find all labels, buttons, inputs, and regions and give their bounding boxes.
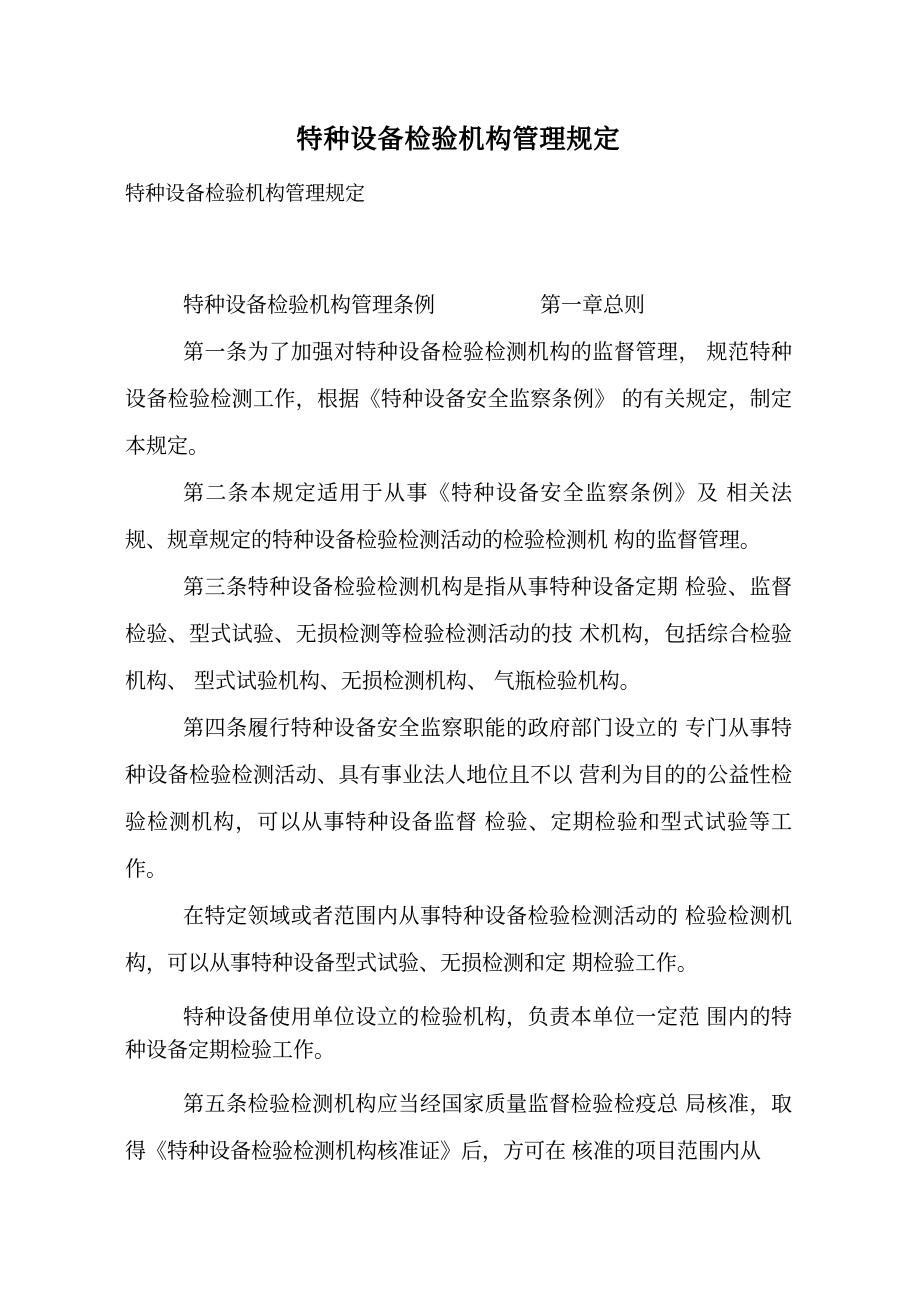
document-body (125, 282, 792, 1175)
paragraph-article-4-continued: 在特定领域或者范围内从事特种设备检验检测活动的 检验检测机构，可以从事特种设备型式试验、无损检测和定 期检验工作。 (125, 905, 792, 975)
paragraph-article-2: 第二条本规定适用于从事《特种设备安全监察条例》及 相关法规、规章规定的特种设备检验检测活动的检验检测机 构的监督管理。 (125, 482, 792, 552)
document-title: 特种设备检验机构管理规定 (296, 124, 621, 154)
document-subtitle: 特种设备检验机构管理规定 (125, 183, 365, 205)
chapter-heading: 特种设备检验机构管理条例 第一章总则 (183, 294, 645, 317)
paragraph-article-1: 第一条为了加强对特种设备检验检测机构的监督管理， 规范特种设备检验检测工作，根据《特种设备安全监察条例》 的有关规定，制定本规定。 (125, 341, 792, 458)
paragraph-article-4: 第四条履行特种设备安全监察职能的政府部门设立的 专门从事特种设备检验检测活动、具有事业法人地位且不以 营利为目的的公益性检验检测机构，可以从事特种设备监督 检验、定期检验和型式试验等工作。 (125, 717, 792, 881)
paragraph-article-3: 第三条特种设备检验检测机构是指从事特种设备定期 检验、监督检验、型式试验、无损检测等检验检测活动的技 术机构，包括综合检验机构、 型式试验机构、无损检测机构、 气瓶检验机构。 (125, 576, 792, 693)
paragraph-article-4-continued-2: 特种设备使用单位设立的检验机构，负责本单位一定范 围内的特种设备定期检验工作。 (125, 1006, 792, 1062)
paragraph-article-5: 第五条检验检测机构应当经国家质量监督检验检疫总 局核准，取得《特种设备检验检测机构核准证》后，方可在 核准的项目范围内从 (125, 1093, 792, 1163)
